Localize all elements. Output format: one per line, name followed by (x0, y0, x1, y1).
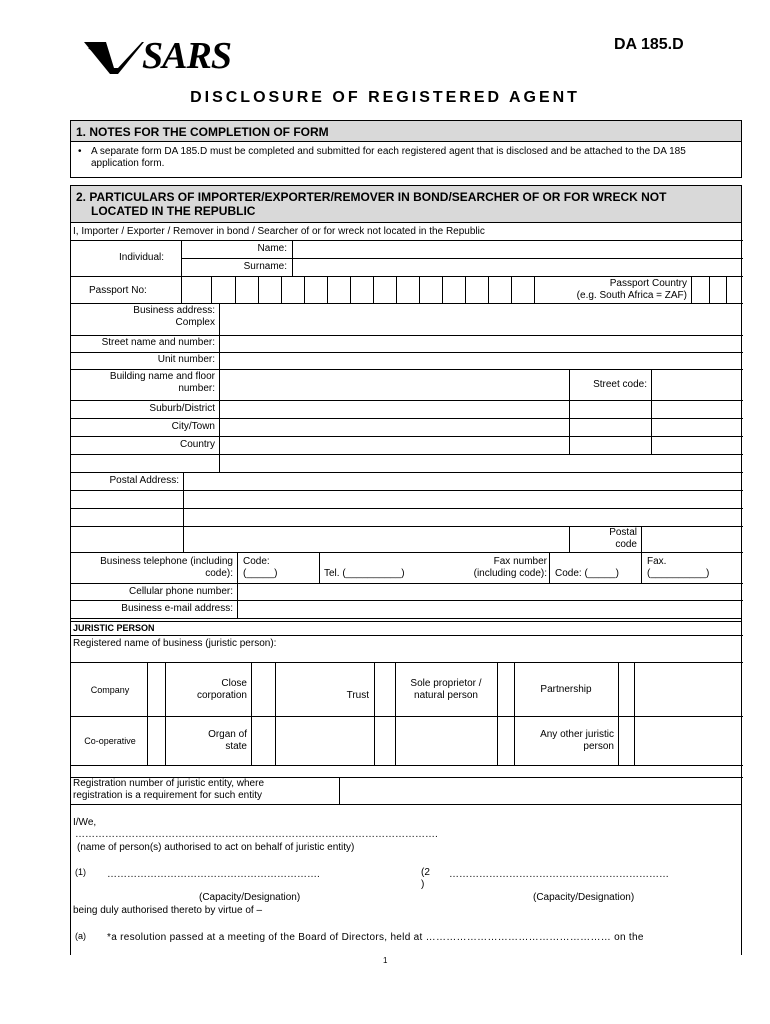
city-label: City/Town (171, 421, 215, 432)
reg-number-line2: registration is a requirement for such entity (73, 790, 262, 801)
passport-country-line1: Passport Country (609, 278, 687, 289)
section2-heading-line1: 2. PARTICULARS OF IMPORTER/EXPORTER/REMOVER IN BOND/SEARCHER OF OR FOR WRECK NOT (76, 190, 667, 204)
postal-address-label: Postal Address: (109, 475, 179, 486)
page-title: DISCLOSURE OF REGISTERED AGENT (190, 89, 580, 106)
country-label: Country (179, 439, 215, 450)
fax-blank: (__________) (647, 568, 710, 579)
section2-heading (70, 185, 742, 223)
tel-code-blank: (_____) (243, 568, 278, 579)
tel-code-label (243, 556, 277, 580)
fax-number-line2: (including code): (473, 568, 547, 579)
item-a-label: (a) (75, 931, 86, 941)
reg-number-label (73, 778, 339, 802)
postal-code-line2: code (615, 539, 637, 550)
passport-no-label: Passport No: (89, 285, 147, 296)
juristic-heading: JURISTIC PERSON (73, 623, 155, 633)
unit-number-label: Unit number: (157, 354, 215, 365)
particulars-grid (70, 223, 742, 622)
postal-code-line1: Postal (609, 527, 637, 538)
business-address-line2: Complex (175, 317, 215, 328)
fax-text: Fax. (647, 556, 667, 567)
organ-line1: Organ of (208, 729, 247, 740)
business-tel-label (73, 556, 233, 580)
partnership-label: Partnership (540, 684, 592, 695)
close-corp-label (167, 678, 247, 702)
individual-label: Individual: (119, 252, 165, 263)
business-tel-line1: Business telephone (including (100, 556, 233, 567)
item2-a: (2 (421, 867, 430, 878)
other-line2: person (583, 741, 614, 752)
registered-name-label: Registered name of business (juristic person): (73, 638, 277, 649)
surname-field[interactable] (296, 261, 736, 275)
intro-text: I, Importer / Exporter / Remover in bond / Searcher of or for wreck not located in the Republic (73, 226, 485, 237)
fax-label (647, 556, 709, 580)
trust-label: Trust (346, 690, 369, 701)
iwe-label: I/We, (73, 817, 97, 828)
capacity1-label: (Capacity/Designation) (199, 892, 301, 903)
surname-label: Surname: (243, 261, 287, 272)
sole-prop-line1: Sole proprietor / (410, 678, 482, 689)
fax-number-line1: Fax number (493, 556, 547, 567)
section1-note: • A separate form DA 185.D must be completed and submitted for each registered agent that is disclosed and be attached to the DA 185 application form. (70, 142, 742, 178)
fax-code-label: Code: (_____) (555, 568, 619, 579)
street-name-label: Street name and number: (101, 337, 215, 348)
close-corp-line2: corporation (196, 690, 247, 701)
name-persons-label: (name of person(s) authorised to act on behalf of juristic entity) (77, 842, 355, 853)
cellular-label: Cellular phone number: (129, 586, 233, 597)
item2-label (421, 867, 430, 891)
page-number: 1 (383, 956, 388, 965)
form-code: DA 185.D (614, 36, 684, 53)
postal-code-label (571, 527, 637, 551)
name-label: Name: (257, 243, 287, 254)
business-tel-line2: code): (205, 568, 233, 579)
passport-country-line2: (e.g. South Africa = ZAF) (576, 290, 687, 301)
organ-label (167, 729, 247, 753)
tel-label: Tel. (__________) (324, 568, 405, 579)
section2-heading-line2: LOCATED IN THE REPUBLIC (91, 204, 256, 218)
other-line1: Any other juristic (540, 729, 614, 740)
authorised-label: being duly authorised thereto by virtue of – (73, 905, 263, 916)
other-label (516, 729, 614, 753)
business-address-label (73, 305, 215, 329)
building-label (73, 371, 215, 395)
building-line1: Building name and floor (109, 371, 215, 382)
email-label: Business e-mail address: (121, 603, 233, 614)
name-dots: ………………………………………………………………………………………………. (75, 829, 438, 840)
fax-number-label (451, 556, 547, 580)
building-line2: number: (178, 383, 215, 394)
item2-b: ) (421, 879, 425, 890)
item1-dots: ………………………………………………………. (107, 869, 320, 880)
capacity2-label: (Capacity/Designation) (533, 892, 635, 903)
cooperative-label: Co-operative (84, 736, 136, 746)
suburb-label: Suburb/District (149, 403, 215, 414)
close-corp-line1: Close (221, 678, 247, 689)
sars-swoosh-icon (84, 40, 144, 76)
sole-prop-line2: natural person (414, 690, 478, 701)
name-field[interactable] (296, 243, 736, 257)
sars-logo (84, 36, 254, 76)
company-label: Company (90, 685, 130, 695)
item1-label: (1) (75, 867, 86, 877)
item2-dots: ………………………………………………………… (449, 869, 669, 880)
business-address-line1: Business address: (133, 305, 215, 316)
section1-heading: 1. NOTES FOR THE COMPLETION OF FORM (70, 120, 742, 142)
resolution-text: *a resolution passed at a meeting of the Board of Directors, held at ……………………………………………… on the (107, 932, 644, 943)
logo-text: SARS (142, 35, 231, 77)
sole-prop-label (397, 678, 495, 702)
juristic-grid (70, 618, 742, 805)
declaration-area (70, 805, 742, 955)
street-code-label: Street code: (593, 379, 647, 390)
organ-line2: state (225, 741, 247, 752)
reg-number-line1: Registration number of juristic entity, where (73, 778, 265, 789)
tel-code-text: Code: (243, 556, 270, 567)
passport-country-label (535, 278, 687, 302)
